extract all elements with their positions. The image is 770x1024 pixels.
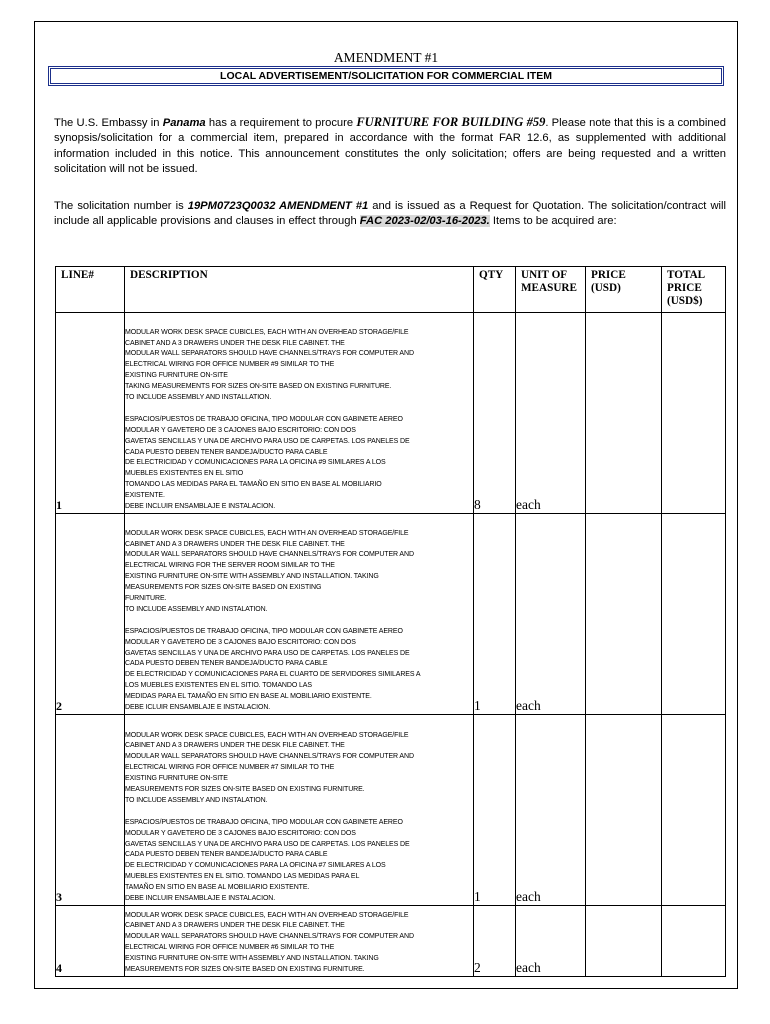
price-cell	[586, 906, 662, 977]
intro-text: Items to be acquired are:	[489, 215, 617, 228]
intro-paragraph-2	[54, 199, 726, 230]
amendment-title: AMENDMENT #1	[333, 50, 439, 65]
unit-cell: each	[516, 715, 586, 906]
intro-text: The solicitation number is	[54, 200, 188, 212]
header-total: TOTAL PRICE (USD$)	[662, 267, 726, 313]
table-row	[56, 514, 726, 715]
document-page	[34, 21, 738, 989]
intro-text: The U.S. Embassy in	[54, 117, 163, 129]
total-cell	[662, 715, 726, 906]
description-cell	[125, 715, 474, 906]
unit-cell: each	[516, 514, 586, 715]
header-description: DESCRIPTION	[125, 267, 474, 313]
table-header-row	[56, 267, 726, 313]
qty-cell: 1	[474, 715, 516, 906]
header-line: LINE#	[56, 267, 125, 313]
line-number: 3	[56, 715, 125, 906]
description-text: MODULAR WORK DESK SPACE CUBICLES, EACH WITH AN OVERHEAD STORAGE/FILE CABINET AND A 3 DRAWERS UNDER THE DESK FILE CABINET. THE MODULAR WALL SEPARATORS SHOULD HAVE CHANNELS/TRAYS FOR COMPUTER AND ELECTRICAL WIRING FOR OFFICE NUMBER #7 SIMILAR TO THE EXISTING FURNITURE ON-SITE MEASUREMENTS FOR SIZES ON-SITE BASED ON EXISTING FURNITURE. TO INCLUDE ASSEMBLY AND INSTALATION. ESPACIOS/PUESTOS DE TRABAJO OFICINA, TIPO MODULAR CON GABINETE AEREO MODULAR Y GAVETERO DE 3 CAJONES BAJO ESCRITORIO: CON DOS GAVETAS SENCILLAS Y UNA DE ARCHIVO PARA USO DE CARPETAS. LOS PANELES DE CADA PUESTO DEBEN TENER BANDEJA/DUCTO PARA CABLE DE ELECTRICIDAD Y COMUNICACIONES PARA LA OFICINA #7 SIMILARES A LOS MUEBLES EXISTENTES EN EL SITIO. TOMANDO LAS MEDIDAS PARA EL TAMAÑO EN SITIO EN BASE AL MOBILIARIO EXISTENTE. DEBE INCLUIR ENSAMBLAJE E INSTALACION.	[125, 731, 414, 903]
total-cell	[662, 906, 726, 977]
table-row	[56, 715, 726, 906]
description-cell	[125, 514, 474, 715]
qty-cell: 8	[474, 313, 516, 514]
fac-reference: FAC 2023-02/03-16-2023.	[359, 215, 490, 228]
solicitation-number: 19PM0723Q0032 AMENDMENT #1	[187, 200, 369, 212]
unit-cell: each	[516, 313, 586, 514]
intro-text: has a requirement to procure	[205, 117, 357, 129]
qty-cell: 1	[474, 514, 516, 715]
intro-paragraph-1	[54, 115, 726, 178]
description-cell	[125, 906, 474, 977]
line-number: 2	[56, 514, 125, 715]
price-cell	[586, 313, 662, 514]
qty-cell: 2	[474, 906, 516, 977]
line-number: 4	[56, 906, 125, 977]
price-cell	[586, 514, 662, 715]
description-text: MODULAR WORK DESK SPACE CUBICLES, EACH WITH AN OVERHEAD STORAGE/FILE CABINET AND A 3 DRAWERS UNDER THE DESK FILE CABINET. THE MODULAR WALL SEPARATORS SHOULD HAVE CHANNELS/TRAYS FOR COMPUTER AND ELECTRICAL WIRING FOR OFFICE NUMBER #9 SIMILAR TO THE EXISTING FURNITURE ON-SITE TAKING MEASUREMENTS FOR SIZES ON-SITE BASED ON EXISTING FURNITURE. TO INCLUDE ASSEMBLY AND INSTALLATION. ESPACIOS/PUESTOS DE TRABAJO OFICINA, TIPO MODULAR CON GABINETE AEREO MODULAR Y GAVETERO DE 3 CAJONES BAJO ESCRITORIO: CON DOS GAVETAS SENCILLAS Y UNA DE ARCHIVO PARA USO DE CARPETAS. LOS PANELES DE CADA PUESTO DEBEN TENER BANDEJA/DUCTO PARA CABLE DE ELECTRICIDAD Y COMUNICACIONES PARA LA OFICINA #9 SIMILARES A LOS MUEBLES EXISTENTES EN EL SITIO TOMANDO LAS MEDIDAS PARA EL TAMAÑO EN SITIO EN BASE AL MOBILIARIO EXISTENTE. DEBE INCLUIR ENSAMBLAJE E INSTALACION.	[125, 328, 414, 511]
item-name: FURNITURE FOR BUILDING #59	[356, 115, 546, 129]
description-text: MODULAR WORK DESK SPACE CUBICLES, EACH WITH AN OVERHEAD STORAGE/FILE CABINET AND A 3 DRAWERS UNDER THE DESK FILE CABINET. THE MODULAR WALL SEPARATORS SHOULD HAVE CHANNELS/TRAYS FOR COMPUTER AND ELECTRICAL WIRING FOR OFFICE NUMBER #6 SIMILAR TO THE EXISTING FURNITURE ON-SITE WITH ASSEMBLY AND INSTALLATION. TAKING MEASUREMENTS FOR SIZES ON-SITE BASED ON EXISTING FURNITURE.	[125, 911, 414, 974]
table-row	[56, 906, 726, 977]
country-name: Panama	[162, 117, 206, 129]
header-qty: QTY	[474, 267, 516, 313]
table-row	[56, 313, 726, 514]
header-price: PRICE (USD)	[586, 267, 662, 313]
items-table	[55, 266, 726, 977]
solicitation-title: LOCAL ADVERTISEMENT/SOLICITATION FOR COMMERCIAL ITEM	[220, 70, 552, 82]
line-number: 1	[56, 313, 125, 514]
total-cell	[662, 514, 726, 715]
intro-text: . Please note that this is a combined synopsis/solicitation for a commercial item, prepared in accordance with the format FAR 12.6, as supplemented with additional information included in this notice. This announcement constitutes the only solicitation; offers are being requested and a written solicitation will not be issued.	[54, 117, 727, 176]
intro-text: and is issued as a Request for Quotation. The solicitation/contract will include all applicable provisions and clauses in effect through	[54, 200, 726, 228]
price-cell	[586, 715, 662, 906]
total-cell	[662, 313, 726, 514]
unit-cell: each	[516, 906, 586, 977]
description-text: MODULAR WORK DESK SPACE CUBICLES, EACH WITH AN OVERHEAD STORAGE/FILE CABINET AND A 3 DRAWERS UNDER THE DESK FILE CABINET. THE MODULAR WALL SEPARATORS SHOULD HAVE CHANNELS/TRAYS FOR COMPUTER AND ELECTRICAL WIRING FOR THE SERVER ROOM SIMILAR TO THE EXISTING FURNITURE ON-SITE WITH ASSEMBLY AND INSTALLATION. TAKING MEASUREMENTS FOR SIZES ON-SITE BASED ON EXISTING FURNITURE. TO INCLUDE ASSEMBLY AND INSTALATION. ESPACIOS/PUESTOS DE TRABAJO OFICINA, TIPO MODULAR CON GABINETE AEREO MODULAR Y GAVETERO DE 3 CAJONES BAJO ESCRITORIO: CON DOS GAVETAS SENCILLAS Y UNA DE ARCHIVO PARA USO DE CARPETAS. LOS PANELES DE CADA PUESTO DEBEN TENER BANDEJA/DUCTO PARA CABLE DE ELECTRICIDAD Y COMUNICACIONES PARA EL CUARTO DE SERVIDORES SIMILARES A LOS MUEBLES EXISTENTES EN EL SITIO. TOMANDO LAS MEDIDAS PARA EL TAMAÑO EN SITIO EN BASE AL MOBILIARIO EXISTENTE. DEBE ICLUIR ENSAMBLAJE E INSTALACION.	[125, 529, 421, 712]
description-cell	[125, 313, 474, 514]
solicitation-title-bar	[48, 66, 724, 86]
header-unit: UNIT OF MEASURE	[516, 267, 586, 313]
